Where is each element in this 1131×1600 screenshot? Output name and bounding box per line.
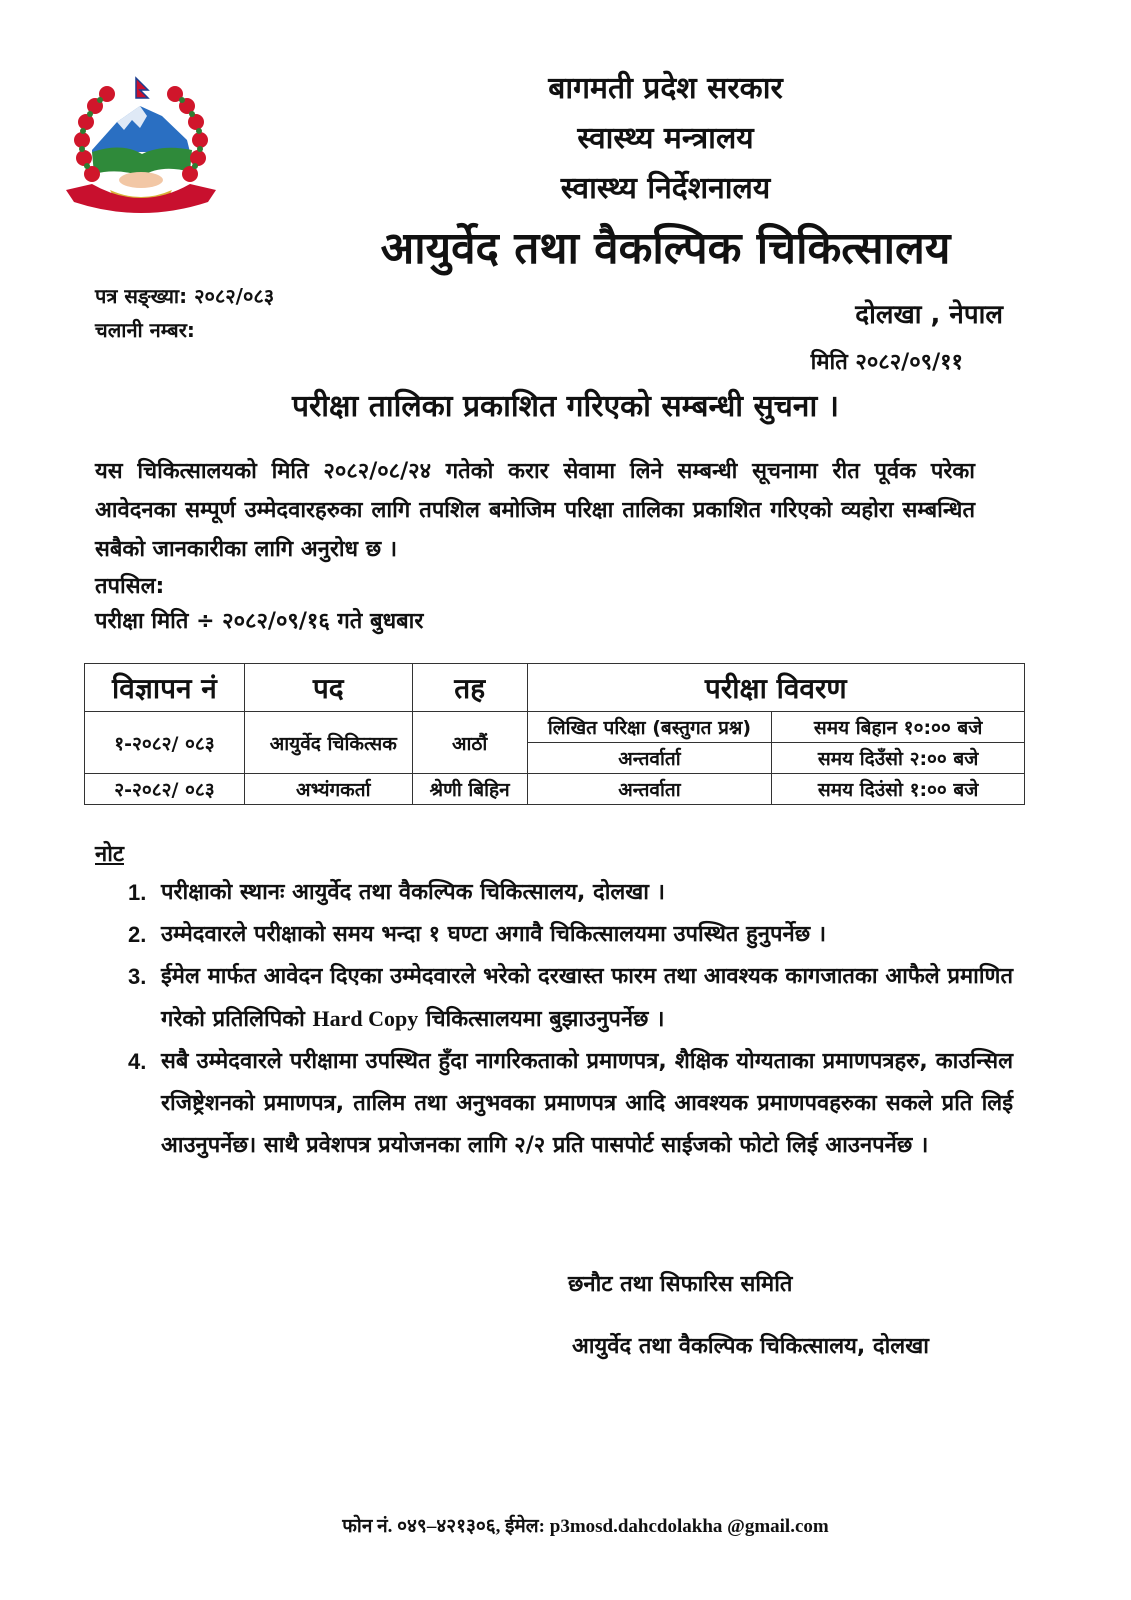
header-province: बागमती प्रदेश सरकार bbox=[548, 71, 783, 106]
exam-date: परीक्षा मिति ÷ २०८२/०९/१६ गते बुधबार bbox=[95, 609, 424, 634]
table-row bbox=[85, 774, 1025, 805]
header-hospital-name: आयुर्वेद तथा वैकल्पिक चिकित्सालय bbox=[380, 223, 951, 274]
note-text-part: चिकित्सालयमा बुझाउनुपर्नेछ । bbox=[418, 1007, 665, 1032]
header-ministry: स्वास्थ्य मन्त्रालय bbox=[577, 121, 754, 156]
note-text-latin: Hard Copy bbox=[312, 1006, 419, 1031]
cell-exam-type: अन्तर्वार्ता bbox=[527, 743, 772, 774]
note-number: 4. bbox=[128, 1049, 147, 1074]
cell-exam-time: समय दिउंसो १:०० बजे bbox=[772, 774, 1025, 805]
cell-ad-no: १-२०८२/ ०८३ bbox=[85, 712, 245, 774]
note-number: 1. bbox=[128, 880, 147, 905]
table-header-row bbox=[85, 664, 1025, 712]
note-text: सबै उम्मेदवारले परीक्षामा उपस्थित हुँदा नागरिकताको प्रमाणपत्र, शैक्षिक योग्यताका प्रमाणपत्रहरु, काउन्सिल रजिष्ट्रेशनको प्रमाणपत्र, तालिम तथा अनुभवका प्रमाणपत्र आदि आवश्यक प्रमाणपवहरुका सकले प्रति लिई आउनुपर्नेछ। साथै प्रवेशपत्र प्रयोजनका लागि २/२ प्रति पासपोर्ट साईजको फोटो लिई आउनपर्नेछ । bbox=[161, 1049, 1013, 1158]
annex-label: तपसिल: bbox=[95, 574, 165, 599]
note-text: उम्मेदवारले परीक्षाको समय भन्दा १ घण्टा अगावै चिकित्सालयमा उपस्थित हुनुपर्नेछ । bbox=[161, 922, 827, 947]
note-text: परीक्षाको स्थानः आयुर्वेद तथा वैकल्पिक चिकित्सालय, दोलखा । bbox=[161, 880, 665, 905]
letter-reference-number: पत्र सङ्ख्या: २०८२/०८३ bbox=[95, 284, 275, 308]
header-exam-details: परीक्षा विवरण bbox=[527, 664, 1024, 712]
cell-exam-time: समय बिहान १०:०० बजे bbox=[772, 712, 1025, 743]
note-item bbox=[128, 914, 1013, 956]
cell-level: श्रेणी बिहिन bbox=[412, 774, 527, 805]
dispatch-number: चलानी नम्बर: bbox=[95, 318, 195, 342]
header-directorate: स्वास्थ्य निर्देशनालय bbox=[560, 171, 771, 206]
note-text-part: ईमेल मार्फत आवेदन दिएका उम्मेदवारले भरेको दरखास्त फारम तथा आवश्यक कागजातका आफैले प्रमाणित गरेको प्रतिलिपिको bbox=[161, 964, 1013, 1032]
signature-committee: छनौट तथा सिफारिस समिति bbox=[568, 1272, 793, 1297]
cell-exam-type: अन्तर्वाता bbox=[527, 774, 772, 805]
exam-schedule-table bbox=[84, 663, 1025, 805]
header-ad-no: विज्ञापन नं bbox=[85, 664, 245, 712]
notes-list bbox=[128, 872, 1013, 1167]
note-item bbox=[128, 956, 1013, 1041]
cell-exam-time: समय दिउँसो २:०० बजे bbox=[772, 743, 1025, 774]
cell-exam-type: लिखित परिक्षा (बस्तुगत प्रश्न) bbox=[527, 712, 772, 743]
cell-ad-no: २-२०८२/ ०८३ bbox=[85, 774, 245, 805]
note-item bbox=[128, 1041, 1013, 1167]
cell-post: अभ्यंगकर्ता bbox=[244, 774, 412, 805]
letter-date: मिति २०८२/०९/११ bbox=[810, 350, 963, 375]
cell-level: आठौं bbox=[412, 712, 527, 774]
note-number: 2. bbox=[128, 922, 147, 947]
header-level: तह bbox=[412, 664, 527, 712]
header-post: पद bbox=[244, 664, 412, 712]
note-number: 3. bbox=[128, 964, 147, 989]
note-text bbox=[161, 956, 1013, 1041]
cell-post: आयुर्वेद चिकित्सक bbox=[244, 712, 412, 774]
body-paragraph: यस चिकित्सालयको मिति २०८२/०८/२४ गतेको करार सेवामा लिने सम्बन्धी सूचनामा रीत पूर्वक परेका आवेदनका सम्पूर्ण उम्मेदवारहरुका लागि तपशिल बमोजिम परिक्षा तालिका प्रकाशित गरिएको व्यहोरा सम्बन्धित सबैको जानकारीका लागि अनुरोध छ । bbox=[95, 459, 975, 562]
notes-title: नोट bbox=[95, 842, 124, 867]
footer-contact: फोन नं. ०४९–४२१३०६, ईमेल: p3mosd.dahcdolakha @gmail.com bbox=[342, 1516, 829, 1537]
notice-subject: परीक्षा तालिका प्रकाशित गरिएको सम्बन्धी सुचना । bbox=[291, 389, 840, 424]
signature-hospital: आयुर्वेद तथा वैकल्पिक चिकित्सालय, दोलखा bbox=[572, 1334, 929, 1359]
place-label: दोलखा , नेपाल bbox=[855, 300, 1003, 330]
note-item bbox=[128, 872, 1013, 914]
table-row bbox=[85, 712, 1025, 743]
